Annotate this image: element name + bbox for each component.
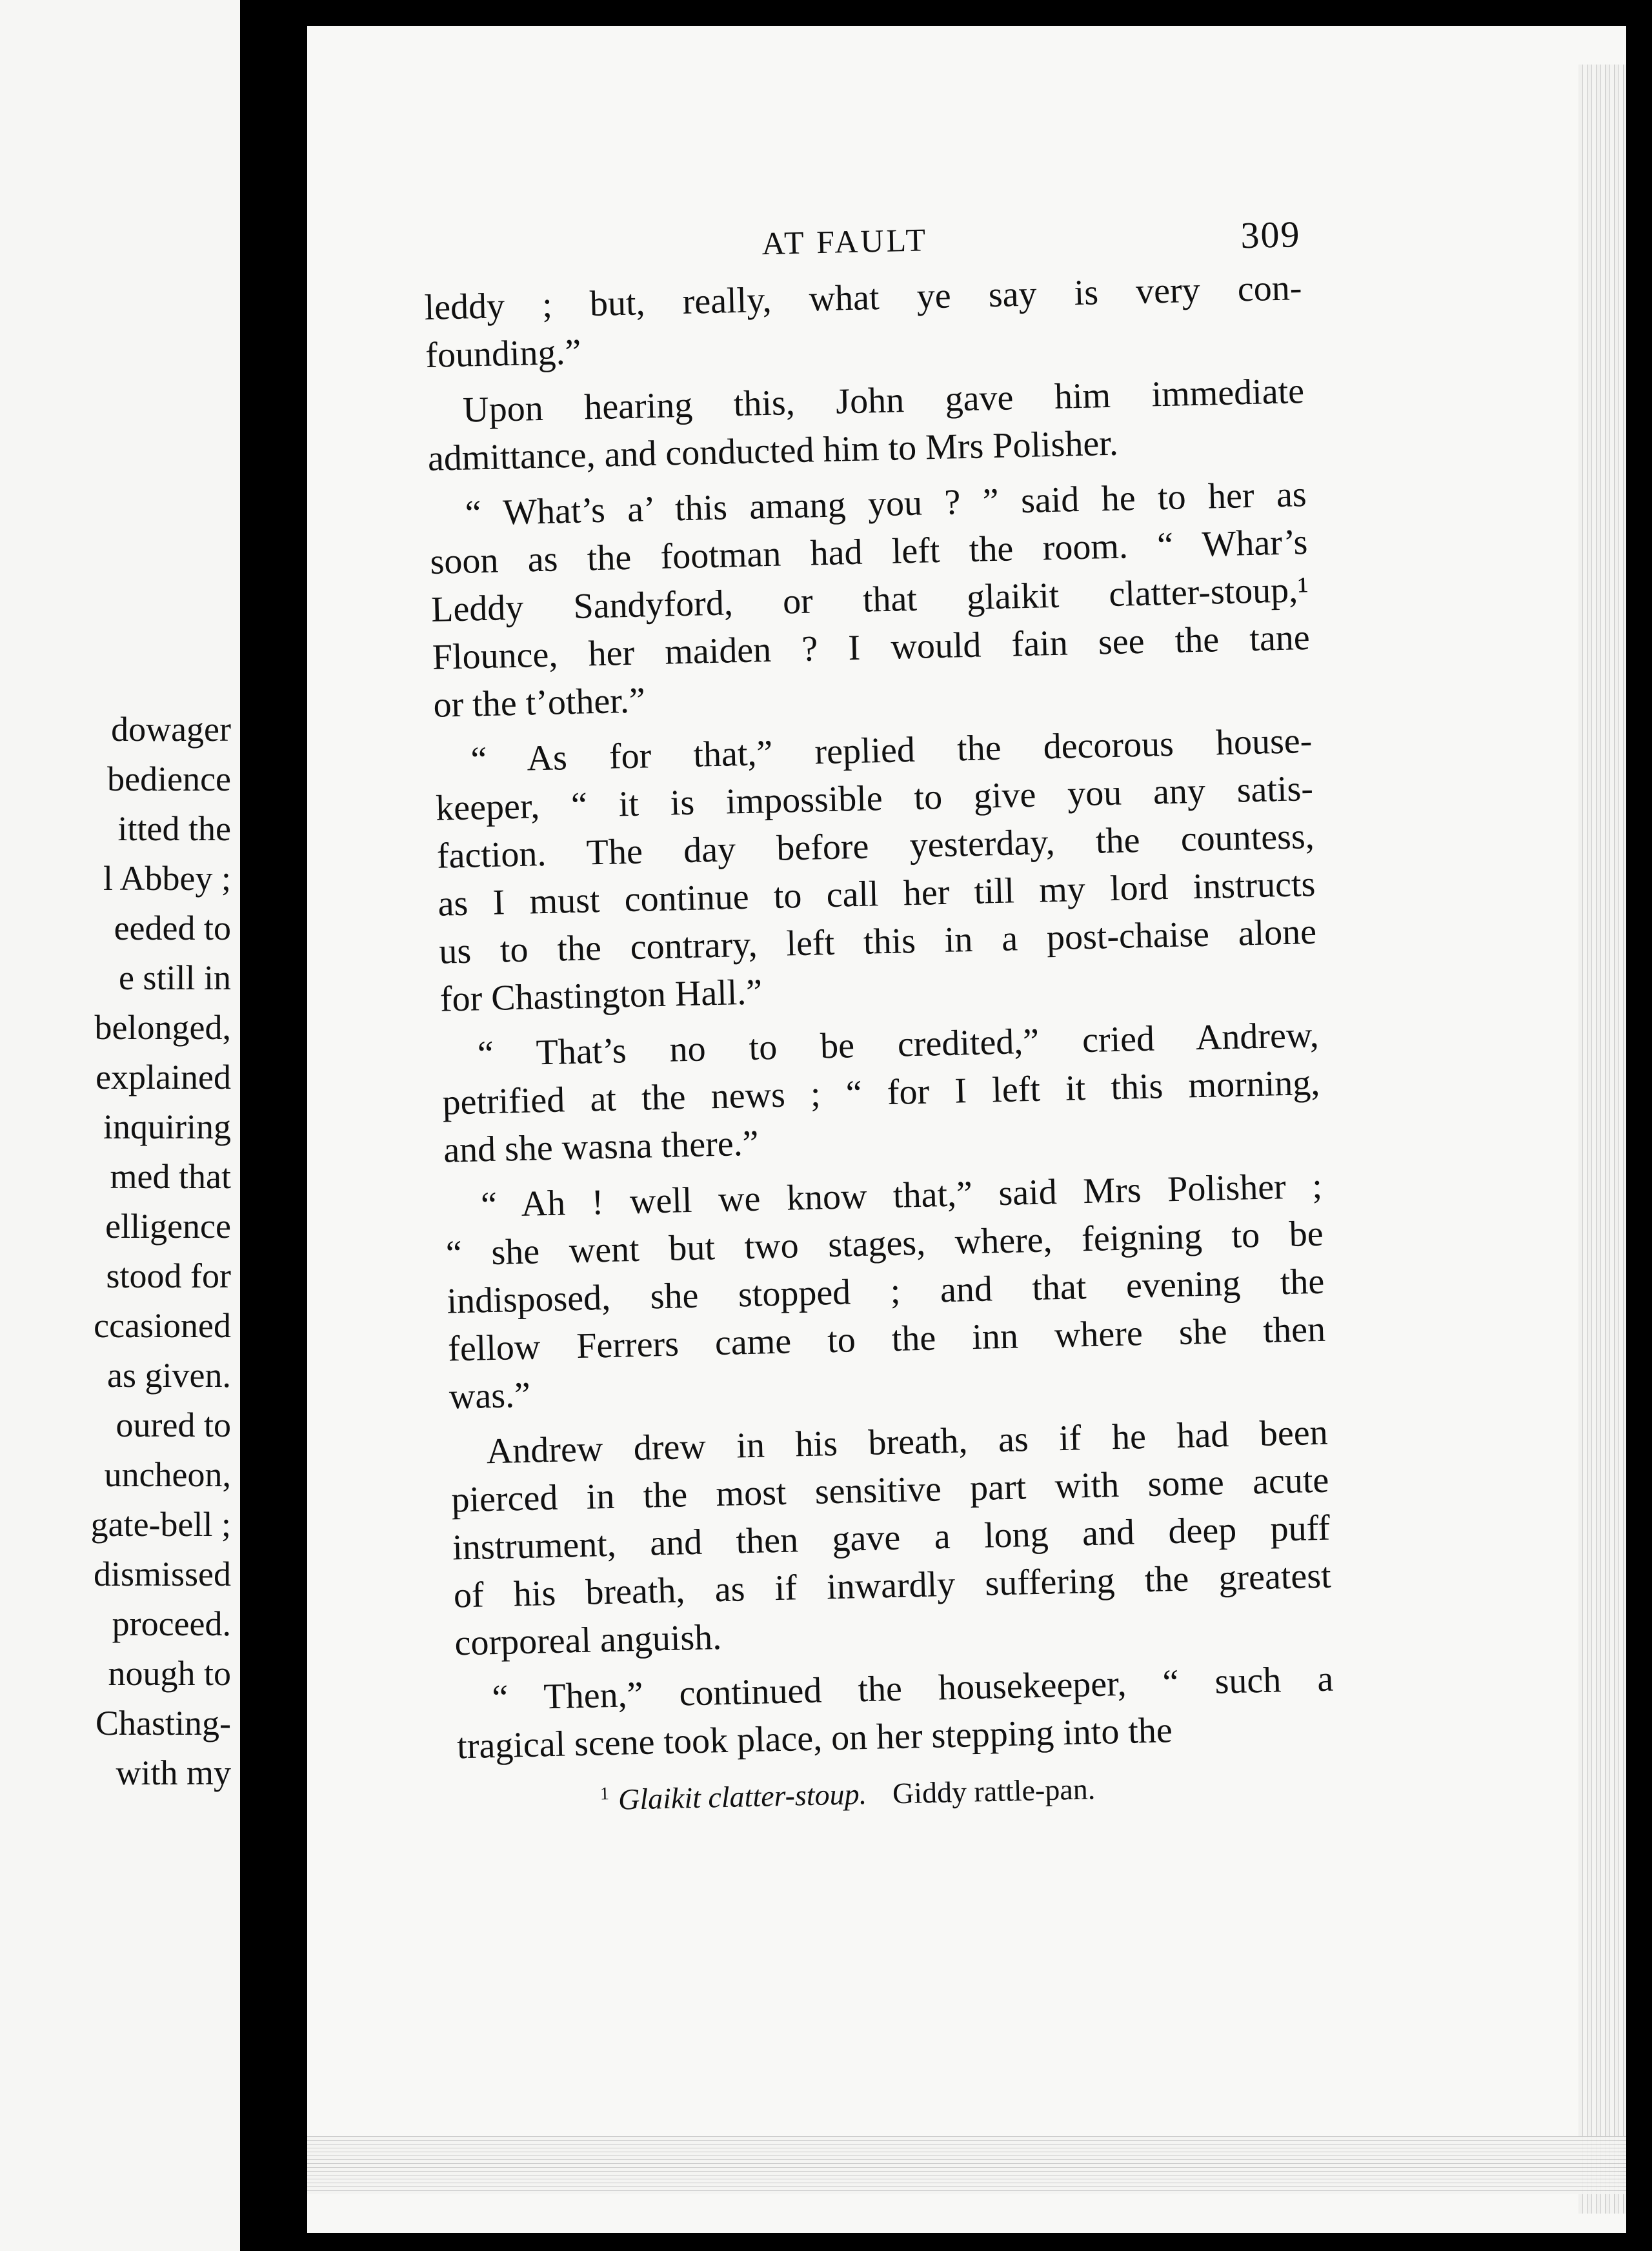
text-line: fellow Ferrers came to the inn where she then — [447, 1309, 1326, 1369]
text-line: as I must continue to call her till my lord instructs — [437, 863, 1316, 924]
book-gutter — [240, 0, 303, 2251]
text-line: pierced in the most sensitive part with some acute — [450, 1460, 1329, 1520]
text-line: leddy ; but, really, what ye say is very con- — [423, 268, 1303, 328]
text-line: petrified at the news ; “ for I left it this morning, — [441, 1062, 1320, 1123]
text-line: was.” — [448, 1375, 531, 1417]
paragraph — [434, 717, 1318, 1024]
left-page-line: stood for — [106, 1257, 231, 1295]
text-line: keeper, “ it is impossible to give you any satis- — [435, 768, 1314, 829]
text-line: Leddy Sandyford, or that glaikit clatter-stoup,¹ — [430, 570, 1309, 630]
text-line: and she wasna there.” — [443, 1123, 760, 1171]
left-page-line: with my — [116, 1753, 231, 1792]
left-page-line: belonged, — [94, 1008, 231, 1047]
running-head-title: AT FAULT — [761, 221, 929, 262]
text-line: “ What’s a’ this amang you ? ” said he to her as — [465, 474, 1307, 534]
left-page-line: e still in — [119, 958, 231, 997]
left-page-line: eeded to — [114, 909, 231, 947]
text-line: founding.” — [425, 332, 582, 376]
text-line: for Chastington Hall.” — [439, 972, 763, 1020]
left-page-line: uncheon, — [104, 1455, 231, 1494]
text-line: “ As for that,” replied the decorous house- — [470, 720, 1313, 780]
paragraph — [428, 470, 1311, 729]
left-page-line: bedience — [107, 760, 231, 798]
text-line: soon as the footman had left the room. “ Whar’s — [429, 522, 1308, 582]
left-page-line: dismissed — [93, 1555, 231, 1593]
left-page-line: proceed. — [112, 1604, 231, 1643]
left-page-line: ccasioned — [94, 1306, 231, 1345]
left-page-line: gate-bell ; — [90, 1505, 231, 1544]
left-page-line: elligence — [105, 1207, 231, 1246]
text-line: tragical scene took place, on her stepping into the — [456, 1710, 1173, 1767]
page-number: 309 — [1240, 213, 1302, 257]
text-line: Andrew drew in his breath, as if he had been — [486, 1412, 1329, 1472]
left-page-line: inquiring — [103, 1107, 231, 1146]
paragraph — [426, 367, 1305, 483]
text-line: Upon hearing this, John gave him immediate — [462, 371, 1305, 430]
left-page-line: dowager — [111, 710, 231, 749]
body-text — [424, 264, 1335, 1770]
paragraph — [456, 1655, 1335, 1771]
text-line: indisposed, she stopped ; and that evening the — [446, 1261, 1325, 1322]
left-page-line: l Abbey ; — [103, 859, 231, 898]
text-line: us to the contrary, left this in a post-chaise alone — [438, 911, 1317, 972]
page-text-block — [423, 212, 1336, 1823]
footnote-term: Glaikit clatter-stoup. — [618, 1777, 867, 1817]
text-line: “ Then,” continued the housekeeper, “ such a — [491, 1659, 1334, 1719]
text-line: or the t’other.” — [432, 680, 646, 725]
paragraph — [424, 264, 1304, 379]
page-bottom-edges — [307, 2136, 1626, 2194]
paragraph — [444, 1162, 1327, 1421]
left-page-line: itted the — [117, 809, 231, 848]
left-page-line: med that — [110, 1157, 231, 1196]
text-line: faction. The day before yesterday, the countess, — [436, 816, 1315, 876]
paragraph — [450, 1409, 1333, 1668]
page-fore-edges — [1578, 65, 1626, 2214]
text-line: Flounce, her maiden ? I would fain see the tane — [432, 617, 1311, 678]
text-line: “ That’s no to be credited,” cried Andrew, — [477, 1014, 1320, 1075]
paragraph — [441, 1011, 1322, 1175]
text-line: “ she went but two stages, where, feigning to be — [445, 1213, 1324, 1274]
left-page-line: oured to — [116, 1406, 231, 1444]
text-line: instrument, and then gave a long and deep puff — [452, 1508, 1331, 1568]
footnote-gloss: Giddy rattle-pan. — [892, 1772, 1096, 1810]
left-page-text-fragments — [0, 705, 231, 1798]
scan-border-right — [1626, 0, 1652, 2251]
text-line: of his breath, as if inwardly suffering the greatest — [453, 1555, 1332, 1616]
left-page-line: as given. — [107, 1356, 231, 1395]
text-line: “ Ah ! well we know that,” said Mrs Polisher ; — [480, 1166, 1323, 1226]
left-page-line: explained — [96, 1058, 231, 1096]
gutter-edge — [301, 19, 307, 2207]
text-line: corporeal anguish. — [454, 1617, 722, 1664]
left-page-line: Chasting- — [96, 1704, 231, 1742]
footnote-mark: 1 — [599, 1784, 610, 1804]
text-line: admittance, and conducted him to Mrs Polisher. — [427, 423, 1119, 479]
facing-page-left — [0, 0, 240, 2251]
left-page-line: nough to — [108, 1654, 231, 1693]
